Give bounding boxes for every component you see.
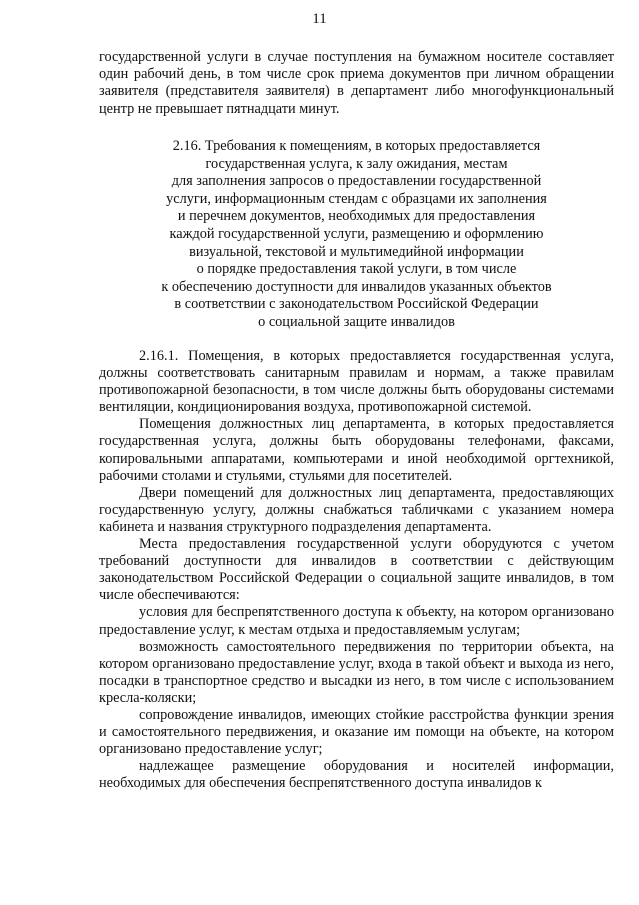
paragraph-door-plates: Двери помещений для должностных лиц департамента, предоставляющих государственную услугу, должны снабжаться табличками с указанием номера кабинета и названия структурного подразделения департамента. [99,484,614,535]
section-heading [99,138,614,332]
paragraph-list-item: возможность самостоятельного передвижения по территории объекта, на котором организовано предоставление услуг, входа в такой объект и выхода из него, посадки в транспортное средство и высадки из него, в том числе с использованием кресла-коляски; [99,638,614,706]
paragraph-list-item: сопровождение инвалидов, имеющих стойкие расстройства функции зрения и самостоятельного передвижения, и оказание им помощи на объекте, на котором организовано предоставление услуг; [99,706,614,758]
paragraph-list-item: условия для беспрепятственного доступа к объекту, на котором организовано предоставление услуг, к местам отдыха и предоставляемым услугам; [99,604,614,638]
body-text [99,348,614,792]
section-heading-line: 2.16. Требования к помещениям, в которых предоставляется [172,138,541,154]
section-heading-line: каждой государственной услуги, размещению и оформлению [169,225,544,242]
page-number: 11 [312,11,327,27]
paragraph-list-item: надлежащее размещение оборудования и носителей информации, необходимых для обеспечения беспрепятственного доступа инвалидов к [99,758,614,792]
paragraph-accessibility: Места предоставления государственной услуги оборудуются с учетом требований доступности для инвалидов в соответствии с действующим законодательством Российской Федерации о социальной защите инвалидов, в том числе обеспечиваются: [99,536,614,604]
section-heading-line: о порядке предоставления такой услуги, в том числе [196,261,517,278]
section-heading-line: государственная услуга, к залу ожидания, местам [205,155,508,172]
section-heading-line: услуги, информационным стендам с образцами их заполнения [166,190,547,207]
section-heading-line: для заполнения запросов о предоставлении государственной [171,173,542,190]
section-heading-line: о социальной защите инвалидов [258,313,455,330]
section-heading-line: в соответствии с законодательством Российской Федерации [174,296,539,313]
intro-paragraph: государственной услуги в случае поступления на бумажном носителе составляет один рабочий день, в том числе срок приема документов при личном обращении заявителя (представителя заявителя) в департамент либо многофункциональный центр не превышает пятнадцати минут. [99,49,614,117]
section-heading-line: визуальной, текстовой и мультимедийной информации [189,243,524,260]
section-heading-line: к обеспечению доступности для инвалидов указанных объектов [161,278,552,295]
paragraph-premises-requirements: 2.16.1. Помещения, в которых предоставляется государственная услуга, должны соответствовать санитарным правилам и нормам, а также правилам противопожарной безопасности, в том числе должны быть оборудованы системами вентиляции, кондиционирования воздуха, противопожарной системой. [99,348,614,416]
section-heading-line: и перечнем документов, необходимых для предоставления [177,208,536,225]
paragraph-office-equipment: Помещения должностных лиц департамента, в которых предоставляется государственная услуга, должны быть оборудованы телефонами, факсами, копировальными аппаратами, компьютерами и иной необходимой оргтехникой, рабочими столами и стульями, стульями для посетителей. [99,416,614,484]
